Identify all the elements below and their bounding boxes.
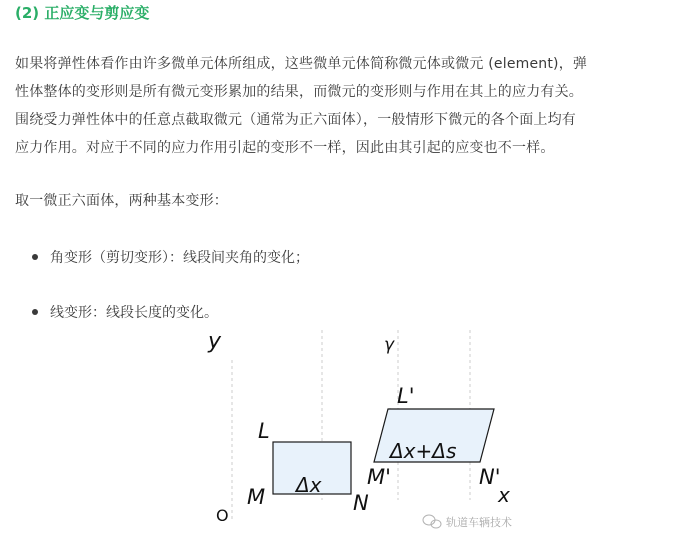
delta-x-label: Δx: [296, 473, 322, 497]
watermark-text: 轨道车辆技术: [446, 516, 512, 529]
point-m-label: M: [247, 485, 266, 509]
paragraph-line: 性体整体的变形则是所有微元变形累加的结果，而微元的变形则与作用在其上的应力有关。: [15, 84, 583, 100]
origin-label: O: [216, 506, 229, 525]
y-axis-label: y: [208, 329, 222, 354]
paragraph-line: 应力作用。对应于不同的应力作用引起的变形不一样，因此由其引起的应变也不一样。: [15, 140, 555, 156]
point-l-prime-label: L': [397, 384, 415, 408]
paragraph-line: 围绕受力弹性体中的任意点截取微元（通常为正六面体），一般情形下微元的各个面上均有: [15, 112, 576, 128]
point-m-prime-label: M': [367, 465, 391, 489]
gamma-label: γ: [384, 335, 395, 355]
paragraph-line: 如果将弹性体看作由许多微单元体所组成，这些微单元体简称微元体或微元 (element)，弹: [15, 56, 588, 72]
list-item-text: 线变形：线段长度的变化。: [50, 305, 218, 321]
list-item-text: 角变形（剪切变形）：线段间夹角的变化；: [50, 250, 309, 266]
point-n-label: N: [353, 491, 369, 515]
delta-x-plus-delta-s-label: Δx+Δs: [390, 439, 457, 463]
x-axis-label: x: [498, 483, 510, 507]
watermark: [423, 515, 512, 529]
wechat-icon: [423, 515, 441, 528]
point-l-label: L: [258, 419, 270, 443]
paragraph-deformation: 取一微正六面体，两种基本变形：: [15, 193, 228, 209]
section-heading: (2) 正应变与剪应变: [15, 4, 150, 22]
point-n-prime-label: N': [479, 465, 501, 489]
